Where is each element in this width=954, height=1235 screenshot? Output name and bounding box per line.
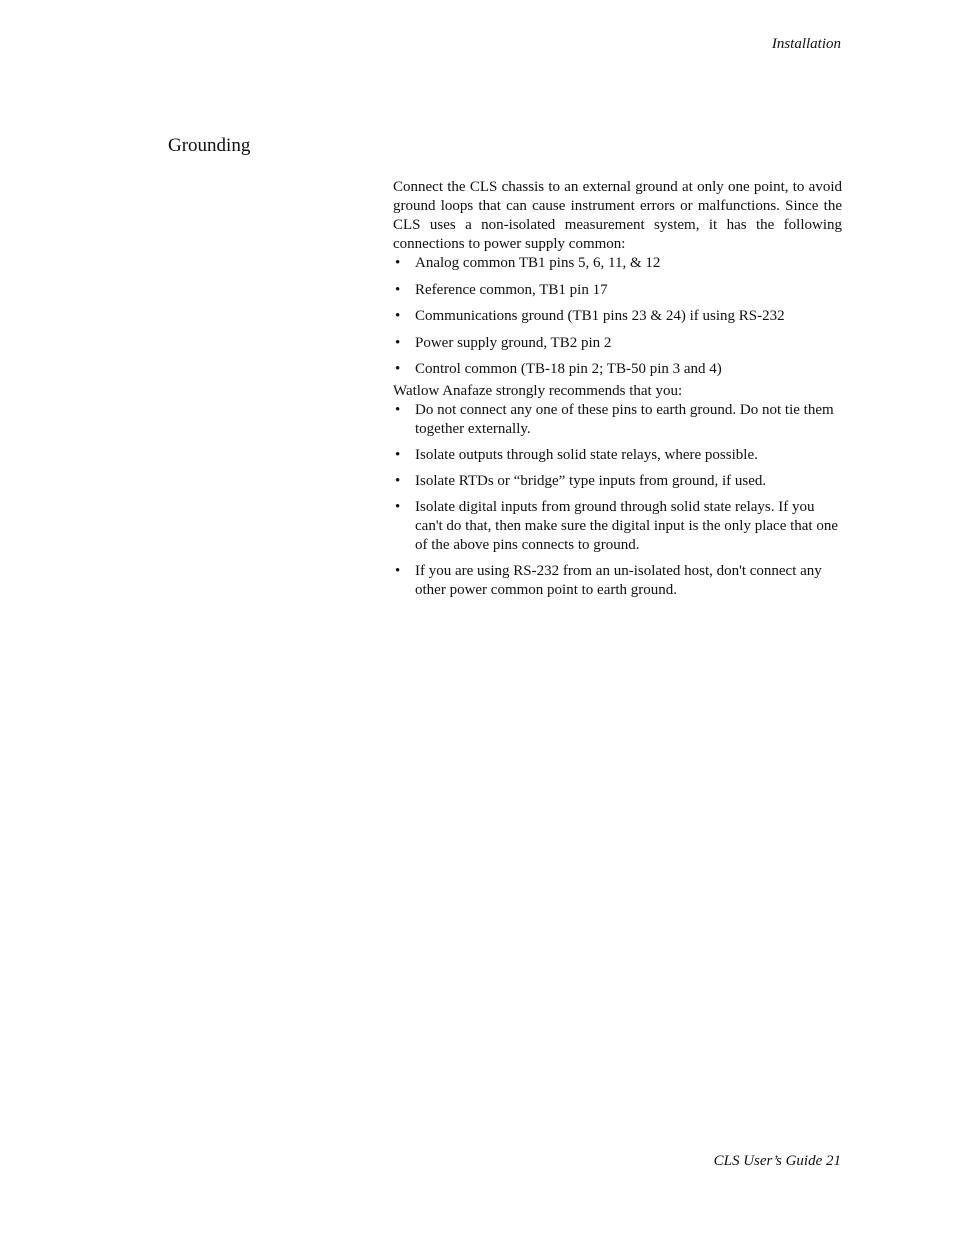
recommend-intro: Watlow Anafaze strongly recommends that you: xyxy=(393,383,683,399)
list-item-text: Communications ground (TB1 pins 23 & 24) if using RS-232 xyxy=(415,308,785,324)
page-footer: CLS User’s Guide 21 xyxy=(713,1153,841,1169)
list-item-text: Reference common, TB1 pin 17 xyxy=(415,281,608,298)
intro-paragraph: Connect the CLS chassis to an external ground at only one point, to avoid ground loops that can cause instrument errors or malfunctions. Since the CLS uses a non-isolated measurement system, it has the following connections to power supply common: xyxy=(393,179,842,252)
body-column xyxy=(393,178,842,607)
list-item-text: Isolate RTDs or “bridge” type inputs from ground, if used. xyxy=(415,473,767,489)
list-item-text: Isolate digital inputs from ground through solid state relays. If you can't do that, then make sure the digital input is the only place that one of the above pins connects to ground. xyxy=(415,499,839,553)
connections-list xyxy=(393,254,842,379)
list-item xyxy=(393,254,842,273)
list-item xyxy=(393,401,842,439)
section-title: Grounding xyxy=(168,135,251,156)
bullet-icon: • xyxy=(395,281,401,298)
list-item-text: Power supply ground, TB2 pin 2 xyxy=(415,334,612,351)
list-item xyxy=(393,360,842,379)
list-item xyxy=(393,446,842,465)
bullet-icon: • xyxy=(395,255,401,271)
bullet-icon: • xyxy=(395,499,401,515)
list-item xyxy=(393,562,842,600)
list-item-text: If you are using RS-232 from an un-isolated host, don't connect any other power common point to earth ground. xyxy=(415,563,822,598)
list-item-text: Isolate outputs through solid state relays, where possible. xyxy=(415,447,758,463)
bullet-icon: • xyxy=(395,361,401,377)
list-item xyxy=(393,281,842,300)
list-item xyxy=(393,498,842,555)
list-item xyxy=(393,472,842,491)
bullet-icon: • xyxy=(395,447,401,463)
list-item xyxy=(393,307,842,326)
bullet-icon: • xyxy=(395,563,401,579)
bullet-icon: • xyxy=(395,402,401,418)
list-item-text: Do not connect any one of these pins to earth ground. Do not tie them together externally. xyxy=(415,402,834,437)
list-item-text: Analog common TB1 pins 5, 6, 11, & 12 xyxy=(415,255,661,271)
list-item xyxy=(393,334,842,353)
running-header: Installation xyxy=(771,36,841,52)
recommendations-list xyxy=(393,401,842,600)
list-item-text: Control common (TB-18 pin 2; TB-50 pin 3 and 4) xyxy=(415,361,722,377)
bullet-icon: • xyxy=(395,334,401,351)
bullet-icon: • xyxy=(395,473,401,489)
bullet-icon: • xyxy=(395,308,401,324)
